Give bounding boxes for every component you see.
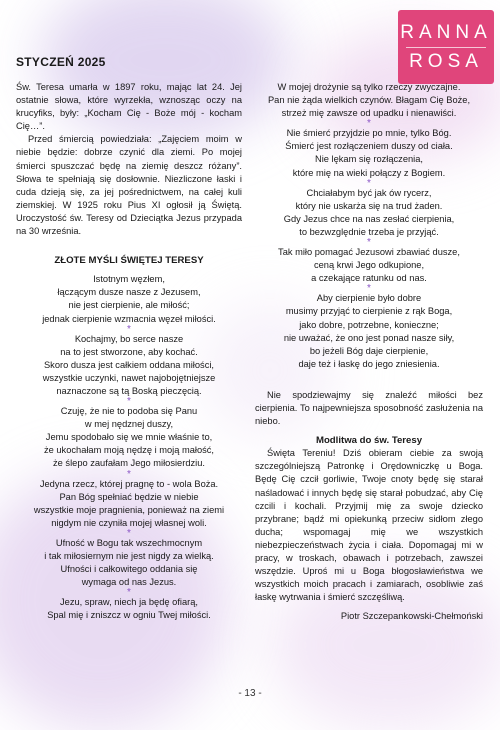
poem-line: Pan nie żąda wielkich czynów. Błagam Cię Boże, <box>267 95 471 106</box>
author-signature: Piotr Szczepankowski-Chełmoński <box>340 611 483 622</box>
poem-line: daje też i łaskę do jego zniesienia. <box>298 358 440 369</box>
poem-line: Nie śmierć przyjdzie po mnie, tylko Bóg. <box>286 128 452 139</box>
closing-paragraph: Nie spodziewajmy się znaleźć miłości bez cierpienia. To najpewniejsza sposobność zasłużenia na niebo. <box>255 389 483 427</box>
star-separator: * <box>367 237 371 249</box>
poem-line: naznaczone są tą Boską pieczęcią. <box>56 385 202 396</box>
poem-line: Jezu, spraw, niech ja będę ofiarą, <box>60 597 198 608</box>
prayer-text: Święta Tereniu! Dziś obieram ciebie za swoją szczególniejszą Patronkę i Orędowniczkę u Boga. Będę Cię czcił gorliwie, Twoje cnoty będę się starał naśladować i innych będę się starał pobudzać, aby Cię czcili i kochali. Przyjmij mię za swoje dziecko przybrane; bądź mi opiekunką przeciw sidłom złego ducha; wspomagaj mię we wszystkich niebezpieczeństwach życia i ciała. Dopomagaj mi w pracy, w troskach, obawach i potrzebach, zawszei wszędzie. Uproś mi u Boga błogosławieństwa we wszystkich moich pracach i zamiarach, osobliwie zaś łaskę wytrwania i śmierć szczęśliwą. <box>255 448 483 603</box>
poem-line: a czekające ratunku od nas. <box>311 273 427 284</box>
poem-line: nie jest cierpienie, ale miłość; <box>68 300 190 311</box>
logo-line-2: ROSA <box>409 50 483 72</box>
star-separator: * <box>127 323 131 335</box>
poem-line: nie uważać, że ono jest ponad nasze siły, <box>283 332 455 343</box>
poem-line: Kochajmy, bo serce nasze <box>74 333 184 344</box>
poem-line: Ufności i całkowitego oddania się <box>60 564 198 575</box>
ranna-rosa-logo <box>398 10 494 84</box>
poem-line: Tak miło pomagać Jezusowi zbawiać dusze, <box>278 247 460 258</box>
poem-line: Czuję, że nie to podoba się Panu <box>60 406 198 417</box>
star-separator: * <box>367 283 371 295</box>
poem-line: bo jeżeli Bóg daje cierpienie, <box>309 345 429 356</box>
poem-line: jednak cierpienie wzmacnia węzeł miłości. <box>42 313 216 324</box>
star-separator: * <box>367 118 371 130</box>
thoughts-right-list <box>255 81 483 371</box>
poem-line: W mojej drożynie są tylko rzeczy zwyczajne. <box>277 82 461 92</box>
poem-line: że ślepo zaufałam Jego miłosierdziu. <box>53 458 205 469</box>
poem-line: w mej nędznej duszy, <box>84 419 174 430</box>
poem-line: Jedyna rzecz, której pragnę to - wola Boża. <box>39 478 219 489</box>
poem-line: i tak miłosiernym nie jest nigdy za wielką. <box>44 551 214 561</box>
logo-divider <box>406 47 486 48</box>
poem-line: Gdy Jezus chce na nas zesłać cierpienia, <box>283 213 455 224</box>
poem-line: Spal mię i zniszcz w ogniu Twej miłości. <box>47 610 211 621</box>
section-title: STYCZEŃ 2025 <box>16 55 106 69</box>
poem-line: nigdym nie czyniła mojej własnej woli. <box>51 517 207 528</box>
left-column <box>16 81 242 622</box>
star-separator: * <box>127 587 131 599</box>
thoughts-left-list <box>16 273 242 622</box>
star-separator: * <box>127 527 131 539</box>
logo-line-1: RANNA <box>400 21 492 43</box>
star-separator: * <box>367 177 371 189</box>
poem-line: strzeż mię zawsze od upadku i nienawiści. <box>281 108 457 119</box>
poem-line: Pan Bóg spełniać będzie w niebie <box>59 491 199 502</box>
prayer-heading: Modlitwa do św. Teresy <box>315 435 423 447</box>
poem-line: Skoro dusza jest całkiem oddana miłości, <box>43 359 214 370</box>
poem-line: wymaga od nas Jezus. <box>81 577 177 588</box>
poem-line: Istotnym węzłem, <box>93 274 165 285</box>
poem-line: Chciałabym być jak ów rycerz, <box>306 187 432 198</box>
right-column <box>255 81 483 623</box>
poem-line: to bezwzględnie trzeba je przyjąć. <box>299 226 439 237</box>
page-number: - 13 - <box>238 688 262 699</box>
poem-line: Nie lękam się rozłączenia, <box>315 154 423 165</box>
poem-line: musimy przyjąć to cierpienie z rąk Boga, <box>285 306 453 317</box>
poem-line: wszystkie uczynki, nawet najobojętniejsze <box>42 372 216 383</box>
thoughts-heading: ZŁOTE MYŚLI ŚWIĘTEJ TERESY <box>54 255 204 267</box>
intro-paragraph-2: Przed śmiercią powiedziała: „Zajęciem moim w niebie będzie: dobrze czynić dla ziemi. Po mojej śmierci spuszczać będę na ziemię deszcz różany”. Słowa te spełniają się dosłownie. Niezliczone łaski i cuda dzieją się, za jej pośrednictwem, na całej kuli ziemskiej. W 1925 roku Pius XI ogłosił ją Świętą. Uroczystość św. Teresy od Dzieciątka Jezus przypada na 30 września. <box>16 134 242 237</box>
poem-line: wszystkie moje pragnienia, ponieważ na ziemi <box>33 504 225 515</box>
poem-line: który nie uskarża się na trud żaden. <box>295 200 443 211</box>
poem-line: na to jest stworzone, aby kochać. <box>60 346 198 357</box>
poem-line: że ukochałam moją nędzę i moją małość, <box>43 445 214 456</box>
poem-line: Ufność w Bogu tak wszechmocnym <box>55 537 203 548</box>
poem-line: które mię na wieki połączy z Bogiem. <box>292 167 446 178</box>
poem-line: Jemu spodobało się we mnie właśnie to, <box>45 432 213 443</box>
poem-line: jako dobre, potrzebne, konieczne; <box>299 319 439 330</box>
intro-paragraph-1: Św. Teresa umarła w 1897 roku, mając lat 24. Jej ostatnie słowa, które wyrzekła, wznosząc oczy na krucyfiks, były: „Kocham Cię - Boże mój - kocham Cię…”. <box>16 82 242 132</box>
poem-line: łączącym dusze nasze z Jezusem, <box>57 287 201 298</box>
poem-line: ceną krwi Jego odkupione, <box>313 260 425 271</box>
star-separator: * <box>127 468 131 480</box>
poem-line: Śmierć jest rozłączeniem duszy od ciała. <box>285 141 453 152</box>
star-separator: * <box>127 396 131 408</box>
poem-line: Aby cierpienie było dobre <box>316 293 422 304</box>
